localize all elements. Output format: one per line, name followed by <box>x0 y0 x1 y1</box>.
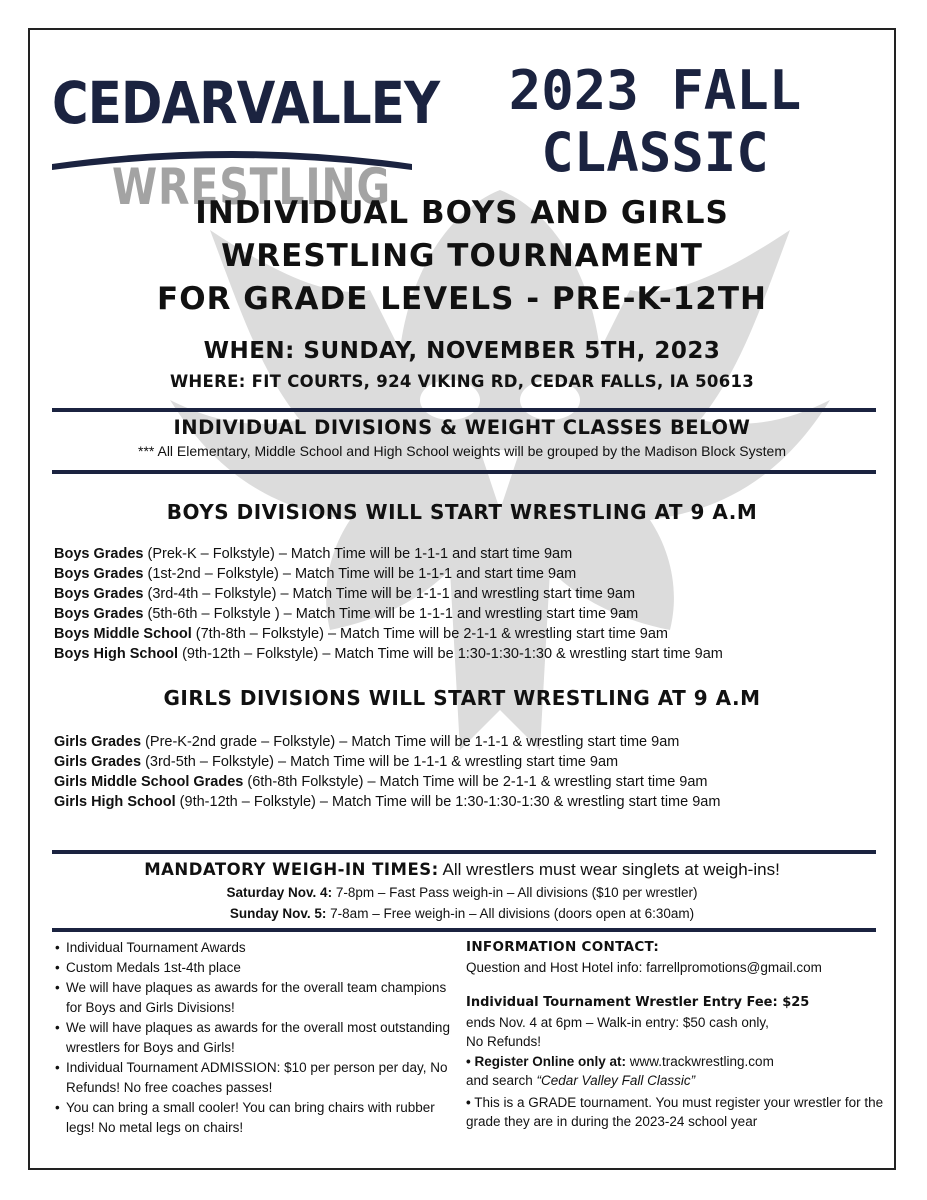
bullet-icon: • <box>55 1060 60 1075</box>
subtitle-line2: WRESTLING TOURNAMENT <box>221 238 703 274</box>
logo-bottom-text: WRESTLING <box>112 158 392 216</box>
girls-heading: GIRLS DIVISIONS WILL START WRESTLING AT 9 A.M <box>163 686 761 710</box>
event-title-line1: 2023 FALL <box>508 59 802 122</box>
list-item: • Custom Medals 1st-4th place <box>52 958 452 978</box>
list-item: Girls Grades (Pre-K-2nd grade – Folkstyle) – Match Time will be 1-1-1 & wrestling start time 9am <box>54 734 680 750</box>
event-title <box>450 60 860 184</box>
entry-fee-line2: No Refunds! <box>466 1034 542 1049</box>
bullet-icon: • <box>55 980 60 995</box>
contact-line: Question and Host Hotel info: farrellpromotions@gmail.com <box>466 959 822 975</box>
awards-bullet-list <box>52 938 452 1138</box>
bullet-icon: • <box>55 1100 60 1115</box>
event-location: WHERE: FIT COURTS, 924 VIKING RD, CEDAR FALLS, IA 50613 <box>169 372 755 391</box>
info-heading: INFORMATION CONTACT: <box>466 939 660 955</box>
list-item: • Individual Tournament ADMISSION: $10 per person per day, No Refunds! No free coaches passes! <box>55 1060 448 1095</box>
logo-top-text: CEDARVALLEY <box>52 69 440 137</box>
list-item: Boys Grades (5th-6th – Folkstyle ) – Match Time will be 1-1-1 and wrestling start time 9am <box>54 606 639 622</box>
tournament-subtitle <box>30 192 894 321</box>
flyer-frame <box>28 28 896 1170</box>
list-item: Girls Grades (3rd-5th – Folkstyle) – Match Time will be 1-1-1 & wrestling start time 9am <box>54 754 619 770</box>
search-line: and search “Cedar Valley Fall Classic” <box>466 1073 696 1088</box>
register-line: • Register Online only at: www.trackwrestling.com <box>466 1053 774 1069</box>
weighin-heading: MANDATORY WEIGH-IN TIMES: All wrestlers must wear singlets at weigh-ins! <box>144 860 780 879</box>
divisions-heading: INDIVIDUAL DIVISIONS & WEIGHT CLASSES BELOW <box>173 416 751 439</box>
event-title-line2: CLASSIC <box>541 121 769 184</box>
list-item: Boys Grades (1st-2nd – Folkstyle) – Match Time will be 1-1-1 and start time 9am <box>54 566 577 582</box>
girls-division-list <box>54 732 874 812</box>
entry-fee-heading: Individual Tournament Wrestler Entry Fee: $25 <box>466 995 810 1010</box>
list-item: Boys Grades (3rd-4th – Folkstyle) – Match Time will be 1-1-1 and wrestling start time 9am <box>54 586 636 602</box>
entry-fee-line1: ends Nov. 4 at 6pm – Walk-in entry: $50 cash only, <box>466 1014 769 1030</box>
divider-weighin <box>52 850 876 854</box>
divider-top <box>52 408 876 412</box>
event-date: WHEN: SUNDAY, NOVEMBER 5TH, 2023 <box>203 338 721 364</box>
bullet-icon: • <box>466 1053 471 1069</box>
weighin-saturday: Saturday Nov. 4: 7-8pm – Fast Pass weigh-in – All divisions ($10 per wrestler) <box>226 885 698 900</box>
info-contact-section <box>466 938 886 1132</box>
bullet-icon: • <box>55 940 60 955</box>
boys-division-list <box>54 544 874 664</box>
list-item: Girls Middle School Grades (6th-8th Folkstyle) – Match Time will be 2-1-1 & wrestling start time 9am <box>54 774 708 790</box>
list-item: • We will have plaques as awards for the overall team champions for Boys and Girls Divisions! <box>55 980 447 1015</box>
grade-note: • This is a GRADE tournament. You must register your wrestler for the grade they are in during the 2023-24 school year <box>466 1094 884 1129</box>
subtitle-line3: FOR GRADE LEVELS - PRE-K-12TH <box>157 281 767 317</box>
list-item: Boys Middle School (7th-8th – Folkstyle) – Match Time will be 2-1-1 & wrestling start time 9am <box>54 626 669 642</box>
weighin-sunday: Sunday Nov. 5: 7-8am – Free weigh-in – All divisions (doors open at 6:30am) <box>229 906 695 921</box>
subtitle-line1: INDIVIDUAL BOYS AND GIRLS <box>195 195 729 231</box>
bullet-icon: • <box>466 1094 471 1110</box>
list-item: • Individual Tournament Awards <box>52 938 452 958</box>
bullet-icon: • <box>55 1020 60 1035</box>
list-item: Boys Grades (Prek-K – Folkstyle) – Match Time will be 1-1-1 and start time 9am <box>54 546 573 562</box>
list-item: Boys High School (9th-12th – Folkstyle) – Match Time will be 1:30-1:30-1:30 & wrestling start time 9am <box>54 646 723 662</box>
list-item: • You can bring a small cooler! You can bring chairs with rubber legs! No metal legs on chairs! <box>55 1100 435 1135</box>
bullet-icon: • <box>55 960 60 975</box>
register-url: www.trackwrestling.com <box>626 1053 774 1069</box>
list-item: Girls High School (9th-12th – Folkstyle) – Match Time will be 1:30-1:30-1:30 & wrestling start time 9am <box>54 794 721 810</box>
divisions-note: *** All Elementary, Middle School and High School weights will be grouped by the Madison Block System <box>138 443 786 459</box>
list-item: • We will have plaques as awards for the overall most outstanding wrestlers for Boys and Girls! <box>55 1020 450 1055</box>
boys-heading: BOYS DIVISIONS WILL START WRESTLING AT 9 A.M <box>166 500 758 524</box>
divider-divisions <box>52 470 876 474</box>
divider-bottom <box>52 928 876 932</box>
